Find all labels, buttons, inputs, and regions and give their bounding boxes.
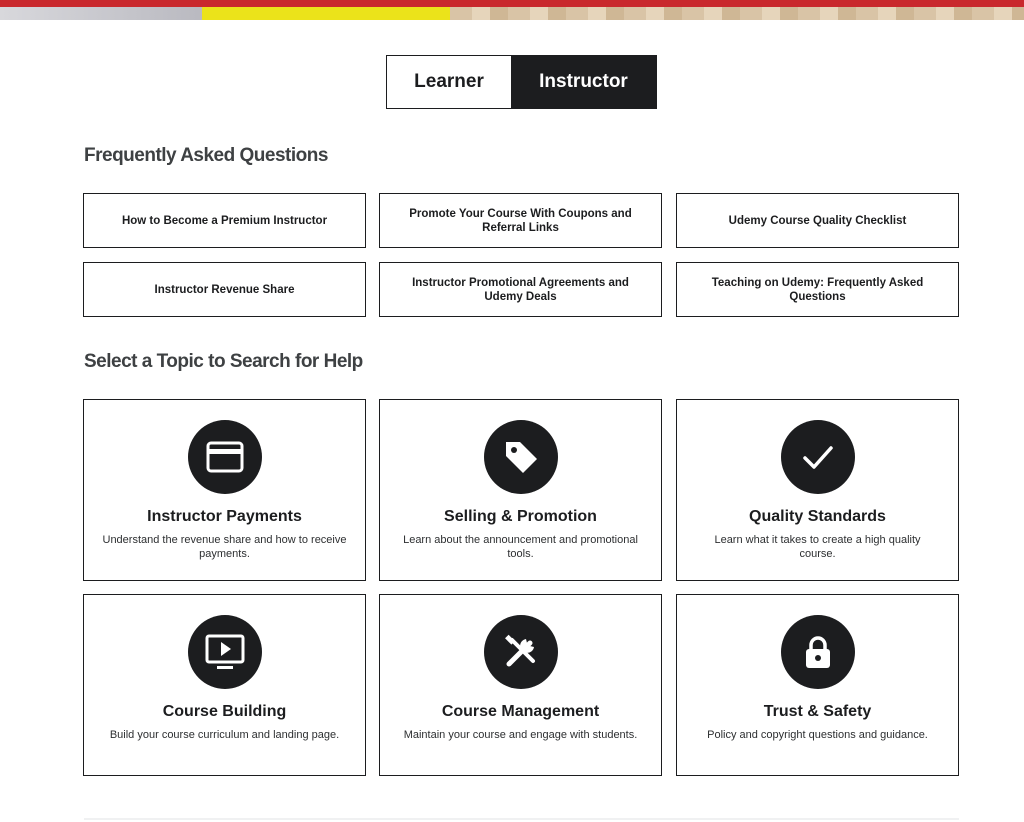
footer-divider <box>84 818 959 820</box>
topic-description: Learn about the announcement and promotional tools. <box>403 534 638 560</box>
faq-link-promotional-agreements[interactable]: Instructor Promotional Agreements and Udemy Deals <box>379 262 662 317</box>
credit-card-icon <box>188 420 262 494</box>
price-tag-icon <box>484 420 558 494</box>
learner-tab[interactable]: Learner <box>387 56 511 108</box>
topic-description: Maintain your course and engage with students. <box>403 729 638 741</box>
topic-title: Course Management <box>441 703 600 720</box>
topic-description: Understand the revenue share and how to receive payments. <box>102 534 347 560</box>
top-banner-image <box>0 0 1024 20</box>
tools-icon <box>484 615 558 689</box>
topic-card-quality-standards[interactable] <box>676 399 959 581</box>
topic-description: Policy and copyright questions and guidance. <box>707 729 928 741</box>
topic-title: Course Building <box>162 703 287 720</box>
topic-description: Learn what it takes to create a high quality course. <box>714 534 921 560</box>
topics-section-title: Select a Topic to Search for Help <box>84 351 363 372</box>
video-player-icon <box>188 615 262 689</box>
faq-link-teaching-faq[interactable]: Teaching on Udemy: Frequently Asked Questions <box>676 262 959 317</box>
role-toggle <box>386 55 657 109</box>
topic-card-instructor-payments[interactable] <box>83 399 366 581</box>
faq-link-quality-checklist[interactable]: Udemy Course Quality Checklist <box>676 193 959 248</box>
checkmark-icon <box>781 420 855 494</box>
instructor-tab[interactable]: Instructor <box>511 56 656 108</box>
topic-description: Build your course curriculum and landing page. <box>109 729 340 741</box>
topic-card-trust-safety[interactable] <box>676 594 959 776</box>
faq-section-title: Frequently Asked Questions <box>84 145 328 166</box>
faq-link-promote-course[interactable]: Promote Your Course With Coupons and Referral Links <box>379 193 662 248</box>
topic-title: Trust & Safety <box>763 703 872 720</box>
topic-card-selling-promotion[interactable] <box>379 399 662 581</box>
lock-icon <box>781 615 855 689</box>
topic-card-course-building[interactable] <box>83 594 366 776</box>
faq-link-premium-instructor[interactable]: How to Become a Premium Instructor <box>83 193 366 248</box>
topic-card-course-management[interactable] <box>379 594 662 776</box>
topic-title: Selling & Promotion <box>444 508 597 525</box>
topic-title: Instructor Payments <box>147 508 302 525</box>
topic-title: Quality Standards <box>749 508 886 525</box>
faq-link-revenue-share[interactable]: Instructor Revenue Share <box>83 262 366 317</box>
